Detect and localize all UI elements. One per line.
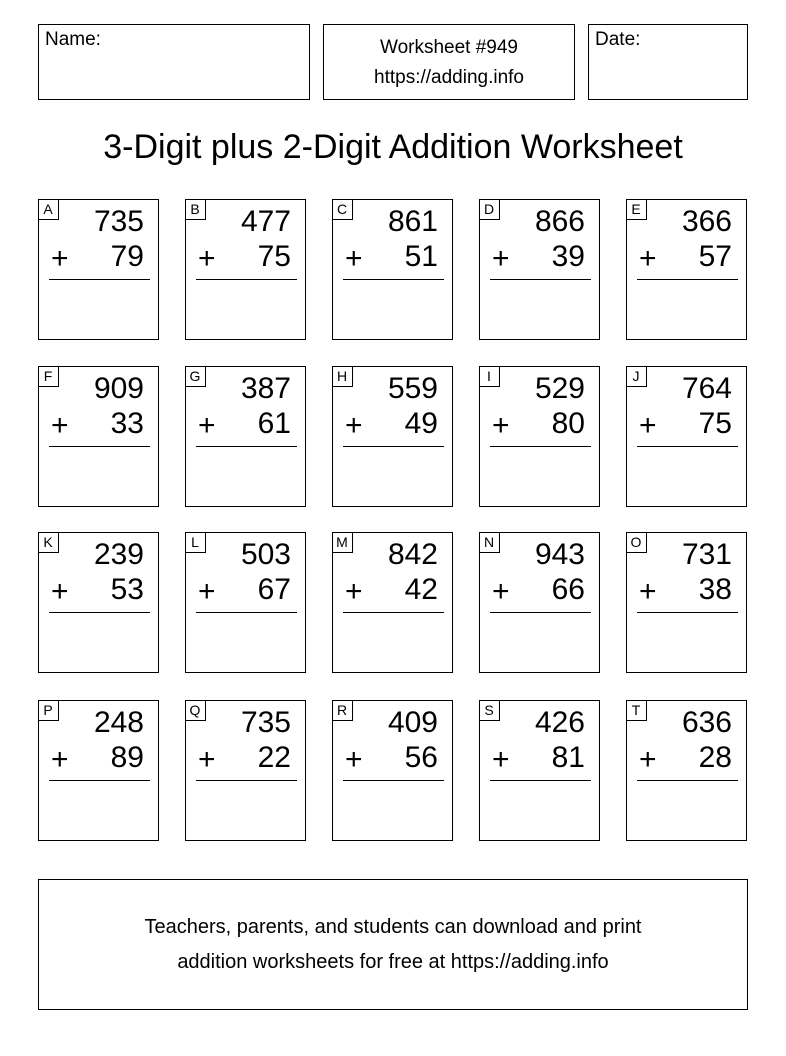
bottom-number: 56 xyxy=(404,741,438,774)
bottom-number: 79 xyxy=(110,240,144,273)
top-number: 731 xyxy=(681,538,732,571)
answer-line xyxy=(490,780,591,781)
problem-box[interactable] xyxy=(332,366,453,507)
problem-box[interactable] xyxy=(626,366,747,507)
bottom-number: 51 xyxy=(404,240,438,273)
plus-sign: + xyxy=(492,743,510,776)
answer-line xyxy=(196,446,297,447)
problem-box[interactable] xyxy=(38,532,159,673)
answer-line xyxy=(343,612,444,613)
problem-box[interactable] xyxy=(332,532,453,673)
answer-line xyxy=(49,446,150,447)
plus-sign: + xyxy=(51,743,69,776)
plus-sign: + xyxy=(345,575,363,608)
problem-letter: D xyxy=(479,199,500,220)
problem-box[interactable] xyxy=(185,366,306,507)
problem-letter: R xyxy=(332,700,353,721)
top-number: 842 xyxy=(387,538,438,571)
problem-box[interactable] xyxy=(185,700,306,841)
answer-line xyxy=(49,279,150,280)
plus-sign: + xyxy=(198,743,216,776)
top-number: 866 xyxy=(534,205,585,238)
top-number: 387 xyxy=(240,372,291,405)
answer-line xyxy=(637,279,738,280)
bottom-number: 22 xyxy=(257,741,291,774)
answer-line xyxy=(490,279,591,280)
answer-line xyxy=(343,780,444,781)
problem-box[interactable] xyxy=(38,366,159,507)
problem-letter: I xyxy=(479,366,500,387)
plus-sign: + xyxy=(51,242,69,275)
problem-letter: J xyxy=(626,366,647,387)
answer-line xyxy=(637,612,738,613)
top-number: 636 xyxy=(681,706,732,739)
problem-letter: T xyxy=(626,700,647,721)
plus-sign: + xyxy=(198,242,216,275)
problem-letter: N xyxy=(479,532,500,553)
problem-letter: C xyxy=(332,199,353,220)
top-number: 248 xyxy=(93,706,144,739)
answer-line xyxy=(196,780,297,781)
bottom-number: 42 xyxy=(404,573,438,606)
plus-sign: + xyxy=(345,409,363,442)
problem-box[interactable] xyxy=(626,700,747,841)
name-label: Name: xyxy=(45,29,101,50)
bottom-number: 39 xyxy=(551,240,585,273)
bottom-number: 38 xyxy=(698,573,732,606)
problem-letter: K xyxy=(38,532,59,553)
problem-box[interactable] xyxy=(185,199,306,340)
answer-line xyxy=(49,612,150,613)
top-number: 861 xyxy=(387,205,438,238)
problem-box[interactable] xyxy=(332,700,453,841)
bottom-number: 75 xyxy=(698,407,732,440)
top-number: 477 xyxy=(240,205,291,238)
top-number: 559 xyxy=(387,372,438,405)
worksheet-info-box xyxy=(323,24,575,100)
top-number: 735 xyxy=(240,706,291,739)
problem-box[interactable] xyxy=(479,199,600,340)
plus-sign: + xyxy=(639,743,657,776)
worksheet-number: Worksheet #949 xyxy=(379,37,518,58)
top-number: 735 xyxy=(93,205,144,238)
bottom-number: 57 xyxy=(698,240,732,273)
bottom-number: 67 xyxy=(257,573,291,606)
plus-sign: + xyxy=(492,242,510,275)
bottom-number: 75 xyxy=(257,240,291,273)
problem-box[interactable] xyxy=(332,199,453,340)
problem-letter: M xyxy=(332,532,353,553)
bottom-number: 61 xyxy=(257,407,291,440)
problem-letter: E xyxy=(626,199,647,220)
problem-box[interactable] xyxy=(626,532,747,673)
problem-letter: S xyxy=(479,700,500,721)
problem-box[interactable] xyxy=(479,366,600,507)
name-field[interactable] xyxy=(38,24,310,100)
top-number: 239 xyxy=(93,538,144,571)
problem-letter: A xyxy=(38,199,59,220)
plus-sign: + xyxy=(345,242,363,275)
plus-sign: + xyxy=(198,575,216,608)
plus-sign: + xyxy=(345,743,363,776)
date-field[interactable] xyxy=(588,24,748,100)
top-number: 909 xyxy=(93,372,144,405)
answer-line xyxy=(490,612,591,613)
top-number: 529 xyxy=(534,372,585,405)
worksheet-url[interactable]: https://adding.info xyxy=(374,67,524,88)
answer-line xyxy=(343,279,444,280)
footer-line-1: Teachers, parents, and students can download and print xyxy=(144,916,642,938)
answer-line xyxy=(196,279,297,280)
page-title: 3-Digit plus 2-Digit Addition Worksheet xyxy=(103,128,683,166)
problem-box[interactable] xyxy=(626,199,747,340)
bottom-number: 33 xyxy=(110,407,144,440)
problem-letter: Q xyxy=(185,700,206,721)
bottom-number: 66 xyxy=(551,573,585,606)
plus-sign: + xyxy=(51,409,69,442)
problem-letter: G xyxy=(185,366,206,387)
problem-box[interactable] xyxy=(38,199,159,340)
bottom-number: 80 xyxy=(551,407,585,440)
answer-line xyxy=(637,780,738,781)
plus-sign: + xyxy=(51,575,69,608)
top-number: 409 xyxy=(387,706,438,739)
problem-box[interactable] xyxy=(185,532,306,673)
footer-box xyxy=(38,879,748,1010)
plus-sign: + xyxy=(639,409,657,442)
problem-box[interactable] xyxy=(479,700,600,841)
problem-letter: F xyxy=(38,366,59,387)
problem-box[interactable] xyxy=(479,532,600,673)
bottom-number: 53 xyxy=(110,573,144,606)
bottom-number: 49 xyxy=(404,407,438,440)
bottom-number: 89 xyxy=(110,741,144,774)
problem-letter: O xyxy=(626,532,647,553)
bottom-number: 28 xyxy=(698,741,732,774)
bottom-number: 81 xyxy=(551,741,585,774)
problem-box[interactable] xyxy=(38,700,159,841)
problem-letter: B xyxy=(185,199,206,220)
answer-line xyxy=(343,446,444,447)
problem-letter: P xyxy=(38,700,59,721)
footer-line-2: addition worksheets for free at https://adding.info xyxy=(177,951,609,973)
top-number: 366 xyxy=(681,205,732,238)
date-label: Date: xyxy=(595,29,641,50)
top-number: 943 xyxy=(534,538,585,571)
plus-sign: + xyxy=(492,409,510,442)
answer-line xyxy=(49,780,150,781)
answer-line xyxy=(637,446,738,447)
plus-sign: + xyxy=(492,575,510,608)
plus-sign: + xyxy=(639,575,657,608)
answer-line xyxy=(196,612,297,613)
problem-letter: H xyxy=(332,366,353,387)
plus-sign: + xyxy=(198,409,216,442)
answer-line xyxy=(490,446,591,447)
plus-sign: + xyxy=(639,242,657,275)
top-number: 503 xyxy=(240,538,291,571)
top-number: 764 xyxy=(681,372,732,405)
problem-letter: L xyxy=(185,532,206,553)
top-number: 426 xyxy=(534,706,585,739)
